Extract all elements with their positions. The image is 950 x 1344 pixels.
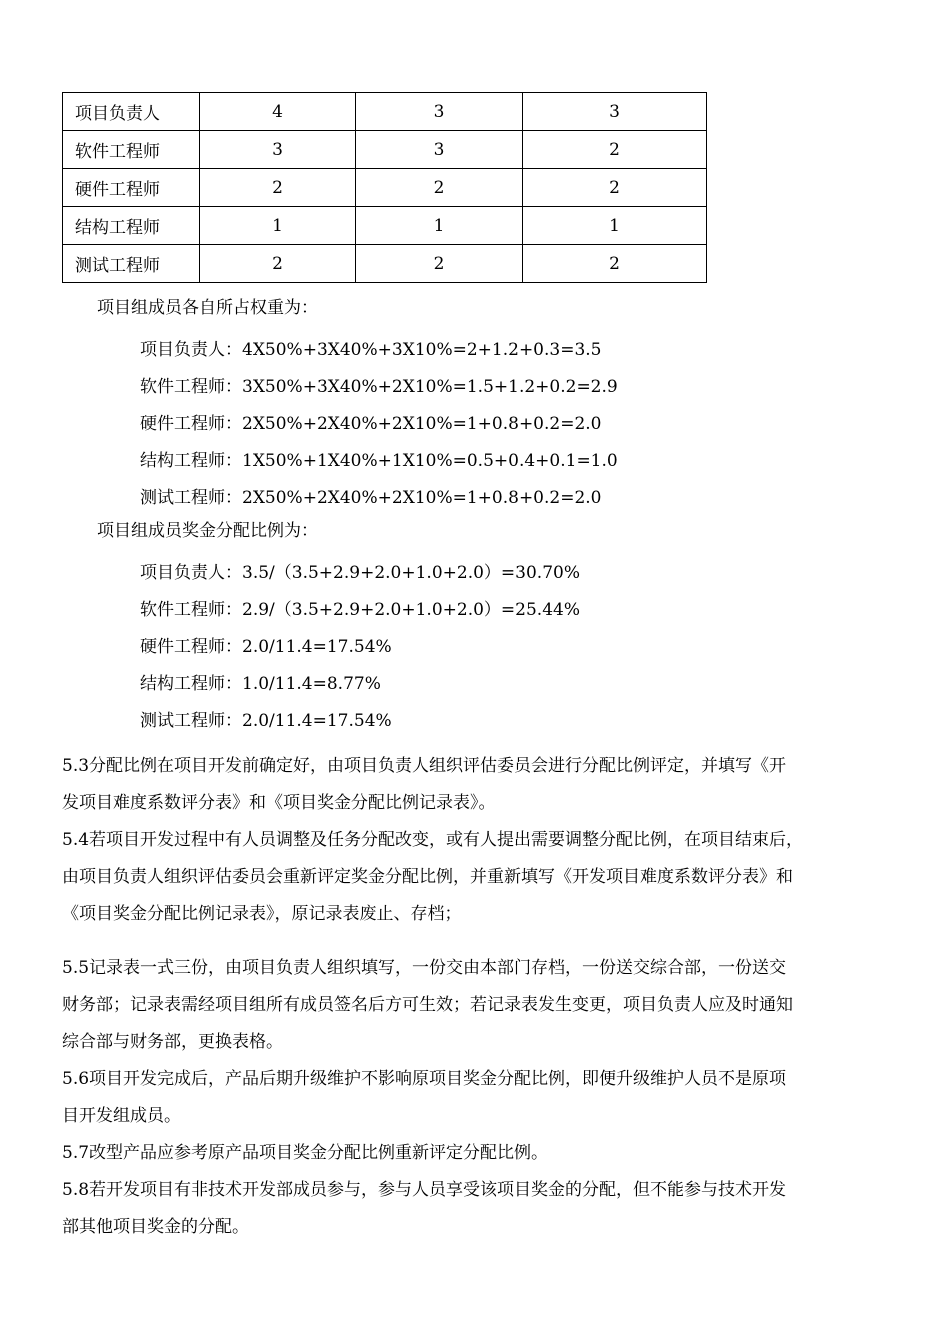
score-cell: 3	[356, 93, 523, 131]
paragraph-line: 由项目负责人组织评估委员会重新评定奖金分配比例，并重新填写《开发项目难度系数评分表》和	[62, 867, 793, 887]
paragraph-line: 5.8若开发项目有非技术开发部成员参与，参与人员享受该项目奖金的分配，但不能参与技术开发	[62, 1180, 787, 1200]
paragraph-line: 发项目难度系数评分表》和《项目奖金分配比例记录表》。	[62, 793, 496, 813]
clause-5-6	[62, 1061, 890, 1135]
score-cell: 2	[200, 169, 356, 207]
ratios-heading: 项目组成员奖金分配比例为：	[97, 521, 318, 541]
paragraph-line: 5.6项目开发完成后，产品后期升级维护不影响原项目奖金分配比例，即便升级维护人员不是原项	[62, 1069, 787, 1089]
role-cell: 测试工程师	[63, 245, 200, 283]
role-score-table	[62, 92, 707, 283]
ratio-formula: 软件工程师：2.9/（3.5+2.9+2.0+1.0+2.0）=25.44%	[140, 600, 580, 620]
weight-formula: 项目负责人：4X50%+3X40%+3X10%=2+1.2+0.3=3.5	[140, 340, 602, 360]
table-row	[63, 245, 707, 283]
score-cell: 2	[523, 169, 707, 207]
ratio-formula: 结构工程师：1.0/11.4=8.77%	[140, 674, 381, 694]
paragraph-line: 财务部；记录表需经项目组所有成员签名后方可生效；若记录表发生变更，项目负责人应及时通知	[62, 995, 793, 1015]
score-cell: 3	[356, 131, 523, 169]
weight-formula: 硬件工程师：2X50%+2X40%+2X10%=1+0.8+0.2=2.0	[140, 414, 602, 434]
score-cell: 2	[356, 245, 523, 283]
clause-5-3	[62, 748, 890, 822]
ratio-formula: 测试工程师：2.0/11.4=17.54%	[140, 711, 392, 731]
paragraph-line: 部其他项目奖金的分配。	[62, 1217, 249, 1237]
clause-5-5	[62, 950, 890, 1061]
table-row	[63, 169, 707, 207]
score-cell: 2	[356, 169, 523, 207]
score-cell: 2	[523, 245, 707, 283]
clause-5-7	[62, 1135, 890, 1172]
paragraph-line: 5.4若项目开发过程中有人员调整及任务分配改变，或有人提出需要调整分配比例，在项目结束后，	[62, 830, 804, 850]
weight-formula: 测试工程师：2X50%+2X40%+2X10%=1+0.8+0.2=2.0	[140, 488, 602, 508]
table-row	[63, 207, 707, 245]
ratio-formula: 硬件工程师：2.0/11.4=17.54%	[140, 637, 392, 657]
weight-formula: 结构工程师：1X50%+1X40%+1X10%=0.5+0.4+0.1=1.0	[140, 451, 618, 471]
role-cell: 结构工程师	[63, 207, 200, 245]
score-cell: 3	[200, 131, 356, 169]
table-row	[63, 93, 707, 131]
weights-heading: 项目组成员各自所占权重为：	[97, 298, 318, 318]
score-cell: 3	[523, 93, 707, 131]
role-cell: 软件工程师	[63, 131, 200, 169]
weight-formula: 软件工程师：3X50%+3X40%+2X10%=1.5+1.2+0.2=2.9	[140, 377, 618, 397]
role-cell: 项目负责人	[63, 93, 200, 131]
score-cell: 1	[523, 207, 707, 245]
paragraph-line: 5.3分配比例在项目开发前确定好，由项目负责人组织评估委员会进行分配比例评定，并填写《开	[62, 756, 787, 776]
paragraph-line: 5.5记录表一式三份，由项目负责人组织填写，一份交由本部门存档，一份送交综合部，一份送交	[62, 958, 787, 978]
score-cell: 2	[200, 245, 356, 283]
paragraph-line: 《项目奖金分配比例记录表》，原记录表废止、存档；	[62, 904, 462, 924]
score-cell: 4	[200, 93, 356, 131]
score-cell: 1	[356, 207, 523, 245]
table-row	[63, 131, 707, 169]
score-cell: 1	[200, 207, 356, 245]
paragraph-line: 综合部与财务部，更换表格。	[62, 1032, 283, 1052]
paragraph-line: 目开发组成员。	[62, 1106, 181, 1126]
role-cell: 硬件工程师	[63, 169, 200, 207]
paragraph-line: 5.7改型产品应参考原产品项目奖金分配比例重新评定分配比例。	[62, 1143, 549, 1163]
clause-5-8	[62, 1172, 890, 1246]
score-cell: 2	[523, 131, 707, 169]
ratio-formula: 项目负责人：3.5/（3.5+2.9+2.0+1.0+2.0）=30.70%	[140, 563, 580, 583]
clause-5-4	[62, 822, 890, 933]
